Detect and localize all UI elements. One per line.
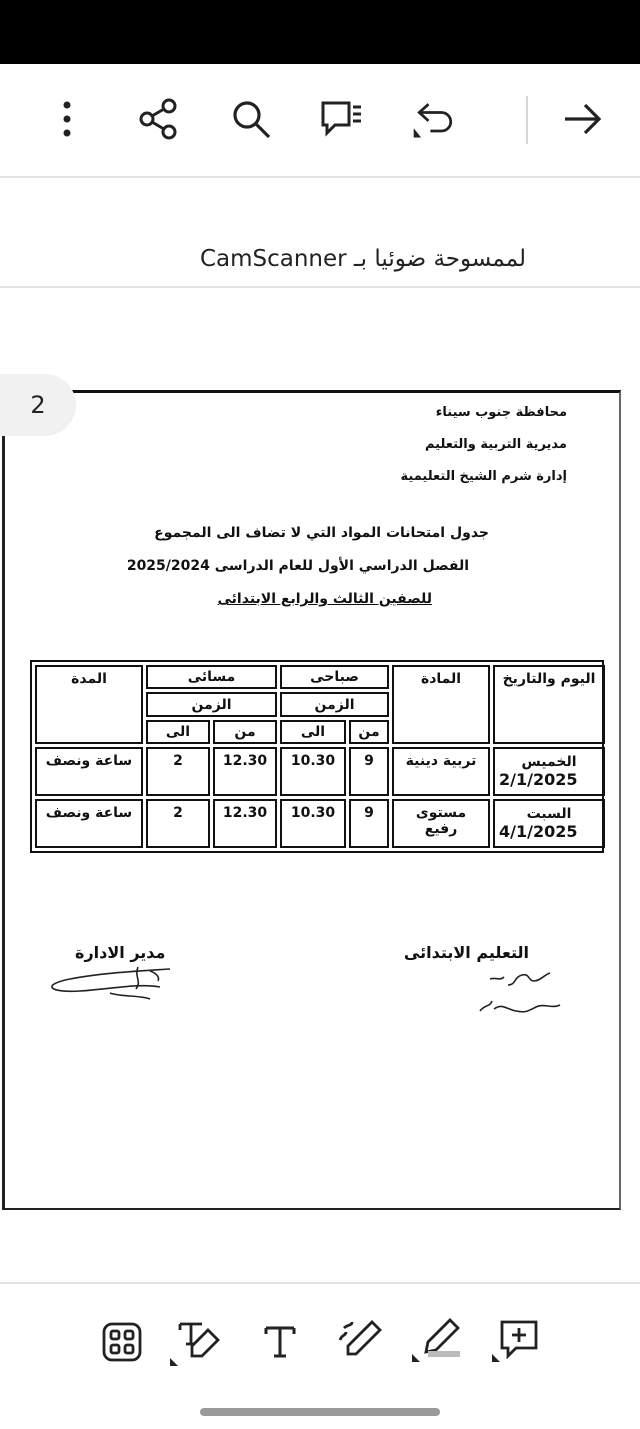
header-duration: المدة: [35, 665, 143, 744]
share-icon: [137, 97, 181, 141]
more-vertical-icon: [61, 99, 73, 139]
comment-icon: [319, 97, 365, 141]
text-icon: [262, 1322, 298, 1362]
title-line-2: الفصل الدراسي الأول للعام الدراسى 2025/2024: [126, 558, 469, 574]
grid-icon: [100, 1320, 144, 1364]
evening-to-cell: 2: [146, 747, 210, 796]
evening-from-cell: 12.30: [213, 799, 277, 848]
pencil-icon: [334, 1316, 386, 1368]
date-value: 4/1/2025: [499, 822, 578, 842]
scanned-page: [2, 390, 621, 1210]
add-comment-button[interactable]: [488, 1314, 544, 1370]
text-edit-icon: [168, 1316, 224, 1368]
duration-cell: ساعة ونصف: [35, 799, 143, 848]
day-date-cell: [493, 799, 605, 848]
highlight-button[interactable]: [410, 1314, 466, 1370]
banner-divider: [0, 286, 640, 288]
undo-icon: [410, 95, 460, 143]
search-icon: [229, 97, 273, 141]
header-day-date: اليوم والتاريخ: [493, 665, 605, 744]
table-row: [35, 747, 605, 796]
header-morning-from: من: [349, 720, 389, 744]
forward-button[interactable]: [558, 94, 608, 144]
title-line-3: للصفين الثالث والرابع الابتدائى: [217, 591, 432, 607]
subject-cell: مستوى رفيع: [392, 799, 490, 848]
header-line-3: إدارة شرم الشيخ التعليمية: [400, 469, 567, 484]
comments-button[interactable]: [317, 94, 367, 144]
subject-cell: تربية دينية: [392, 747, 490, 796]
header-evening-from: من: [213, 720, 277, 744]
morning-to-cell: 10.30: [280, 747, 346, 796]
scanner-banner: لممسوحة ضوئيا بـ CamScanner: [199, 246, 526, 272]
duration-cell: ساعة ونصف: [35, 747, 143, 796]
page-number-badge: 2: [0, 374, 76, 436]
header-line-1: محافظة جنوب سيناء: [435, 405, 567, 420]
exam-table: [30, 660, 604, 853]
header-evening-to: الى: [146, 720, 210, 744]
signature-title-director: مدير الادارة: [75, 943, 166, 962]
signature-title-primary: التعليم الابتدائى: [403, 943, 529, 962]
highlighter-icon: [410, 1316, 466, 1368]
evening-from-cell: 12.30: [213, 747, 277, 796]
arrow-right-icon: [561, 99, 605, 139]
day-name: الخميس: [521, 754, 577, 771]
search-button[interactable]: [226, 94, 276, 144]
add-text-button[interactable]: [252, 1314, 308, 1370]
evening-to-cell: 2: [146, 799, 210, 848]
undo-button[interactable]: [410, 94, 460, 144]
morning-from-cell: 9: [349, 799, 389, 848]
header-subject: المادة: [392, 665, 490, 744]
header-evening: مسائى: [146, 665, 277, 689]
date-value: 2/1/2025: [499, 770, 578, 790]
bottom-toolbar: [0, 1284, 640, 1404]
add-comment-icon: [490, 1316, 542, 1368]
status-bar: [0, 0, 640, 64]
title-line-1: جدول امتحانات المواد التي لا تضاف الى المجموع: [154, 525, 489, 541]
header-line-2: مديرية التربية والتعليم: [424, 437, 567, 452]
morning-to-cell: 10.30: [280, 799, 346, 848]
handwritten-signature-left: [50, 963, 190, 1008]
header-morning-time: الزمن: [280, 692, 389, 716]
thumbnails-button[interactable]: [94, 1314, 150, 1370]
day-date-cell: [493, 747, 605, 796]
handwritten-signature-right: [460, 965, 570, 1025]
toolbar-divider: [526, 96, 528, 144]
toolbar-bottom-divider: [0, 176, 640, 178]
morning-from-cell: 9: [349, 747, 389, 796]
header-morning: صباحى: [280, 665, 389, 689]
edit-text-button[interactable]: [168, 1314, 224, 1370]
top-toolbar: [0, 64, 640, 176]
draw-button[interactable]: [332, 1314, 388, 1370]
more-options-button[interactable]: [42, 94, 92, 144]
header-morning-to: الى: [280, 720, 346, 744]
share-button[interactable]: [134, 94, 184, 144]
table-row: [35, 799, 605, 848]
header-evening-time: الزمن: [146, 692, 277, 716]
day-name: السبت: [526, 806, 572, 823]
home-indicator[interactable]: [200, 1408, 440, 1416]
